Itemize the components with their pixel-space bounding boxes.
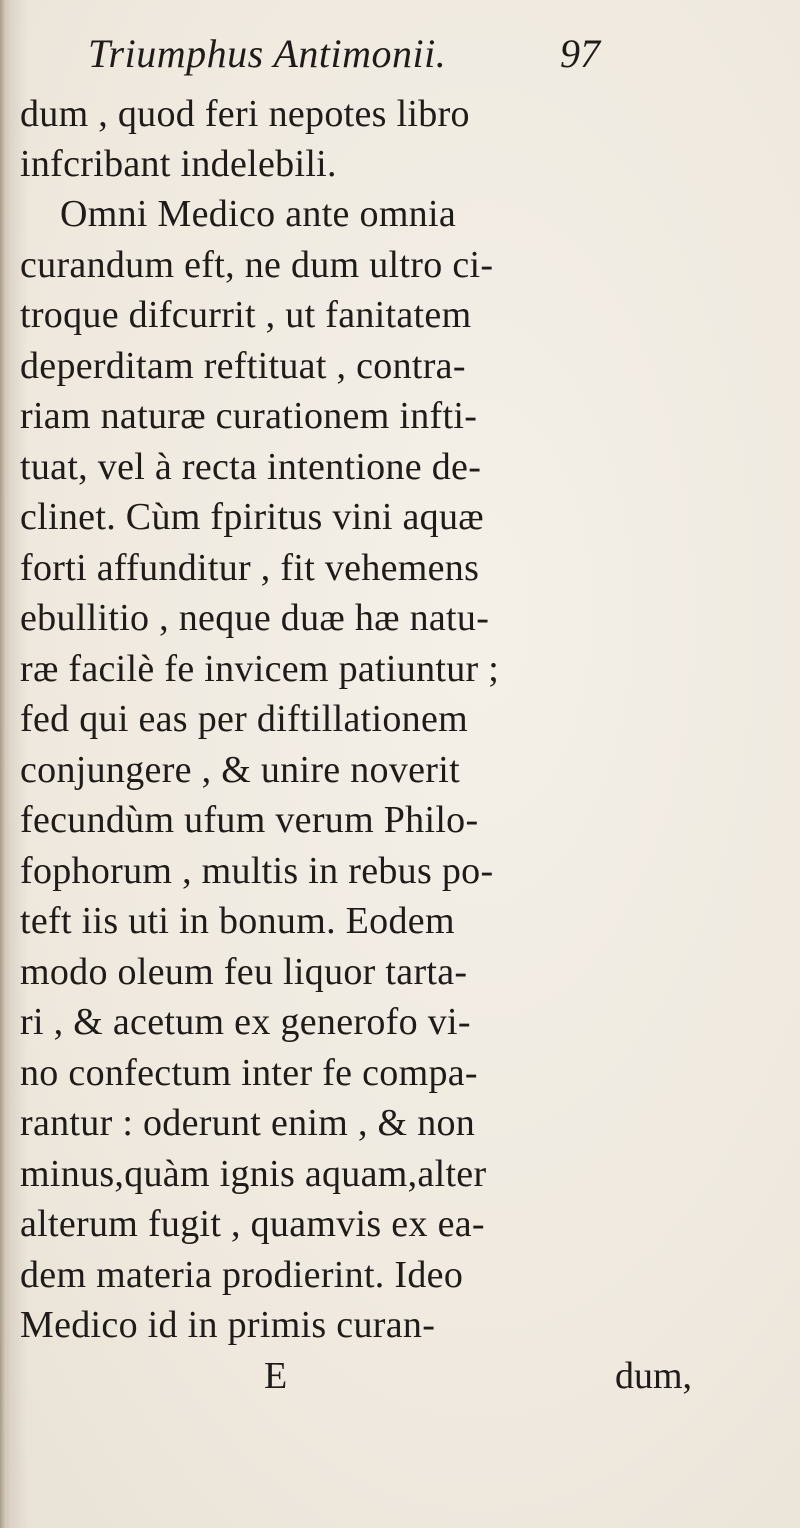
text-line: ri , & acetum ex generofo vi- <box>20 1001 471 1043</box>
page-footer <box>0 1354 800 1404</box>
text-line: forti affunditur , fit vehemens <box>20 547 480 589</box>
text-line: Omni Medico ante omnia <box>60 193 457 235</box>
text-line: ebullitio , neque duæ hæ natu- <box>20 597 490 639</box>
text-line: infcribant indelebili. <box>20 143 337 185</box>
text-line: dum , quod feri nepotes libro <box>20 93 470 135</box>
text-line: alterum fugit , quamvis ex ea- <box>20 1203 485 1245</box>
signature-mark: E <box>264 1355 288 1397</box>
page-header <box>88 30 600 86</box>
catchword: dum, <box>615 1355 693 1397</box>
text-line: riam naturæ curationem infti- <box>20 395 478 437</box>
text-line: minus,quàm ignis aquam,alter <box>20 1153 487 1195</box>
text-line: tuat, vel à recta intentione de- <box>20 446 482 488</box>
text-line: dem materia prodierint. Ideo <box>20 1254 464 1296</box>
text-line: troque difcurrit , ut fanitatem <box>20 294 472 336</box>
text-line: fecundùm ufum verum Philo- <box>20 799 479 841</box>
text-line: fophorum , multis in rebus po- <box>20 850 494 892</box>
text-line: deperditam reftituat , contra- <box>20 345 466 387</box>
page-number: 97 <box>560 31 600 76</box>
text-line: conjungere , & unire noverit <box>20 749 460 791</box>
text-line: curandum eft, ne dum ultro ci- <box>20 244 494 286</box>
text-line: fed qui eas per diftillationem <box>20 698 468 740</box>
text-line: rantur : oderunt enim , & non <box>20 1102 476 1144</box>
page-gutter-shadow <box>0 0 6 1528</box>
text-line: ræ facilè fe invicem patiuntur ; <box>20 648 500 690</box>
text-line: modo oleum feu liquor tarta- <box>20 951 468 993</box>
text-line: teft iis uti in bonum. Eodem <box>20 900 455 942</box>
text-line: no confectum inter fe compa- <box>20 1052 478 1094</box>
text-line: Medico id in primis curan- <box>20 1304 436 1346</box>
running-title: Triumphus Antimonii. <box>88 31 447 76</box>
text-line: clinet. Cùm fpiritus vini aquæ <box>20 496 484 538</box>
